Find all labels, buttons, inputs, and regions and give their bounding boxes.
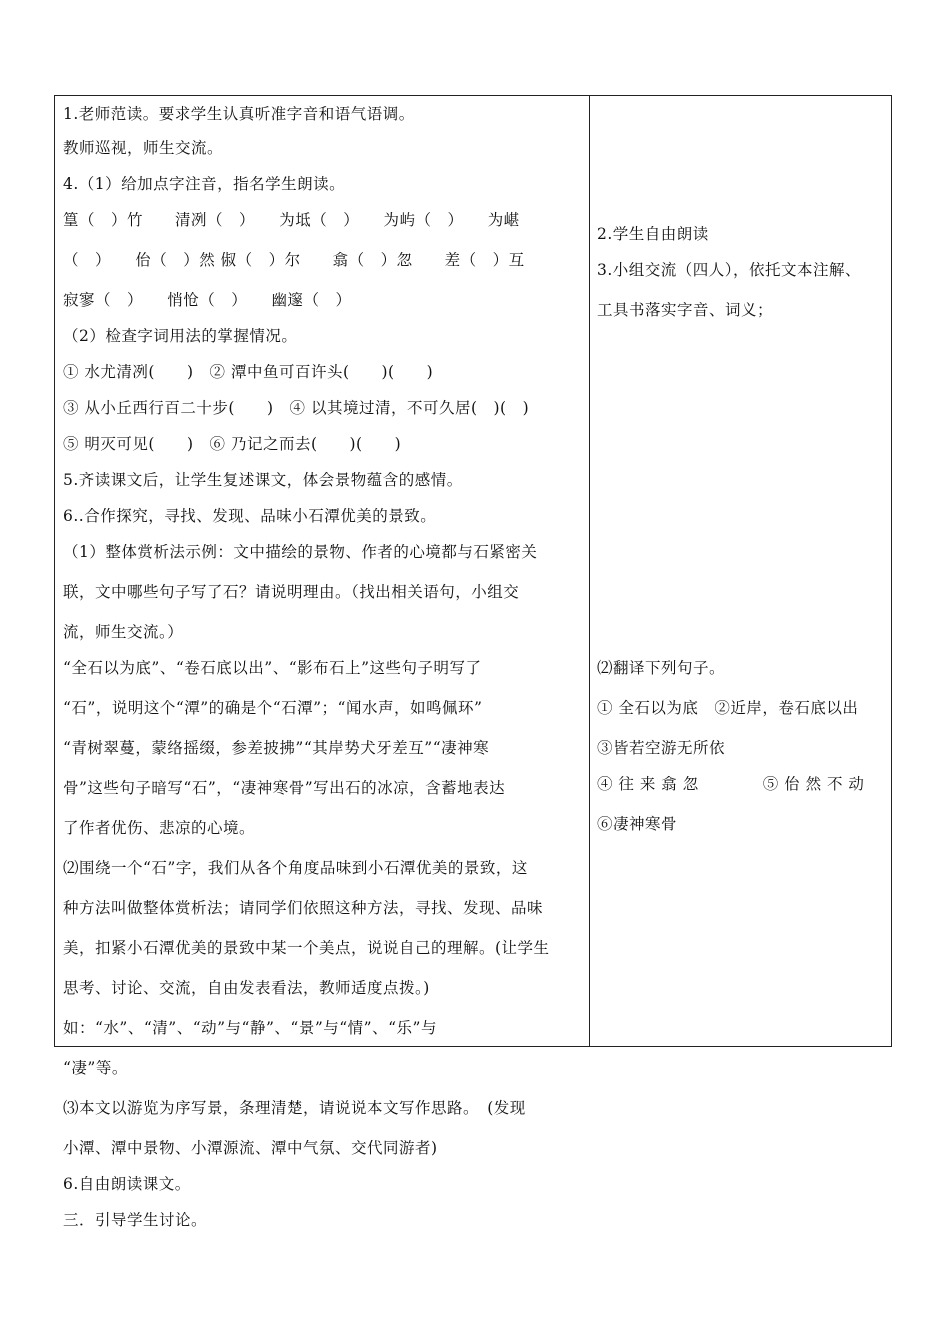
text-line: 6.自由朗读课文。 — [63, 1175, 191, 1193]
text-line: ⑵翻译下列句子。 — [597, 659, 726, 677]
text-line: ⑤ 明灭可见( ) ⑥ 乃记之而去( )( ) — [63, 435, 402, 453]
text-line: 5.齐读课文后，让学生复述课文，体会景物蕴含的感情。 — [63, 471, 463, 489]
text-line: ① 全石以为底 ②近岸，卷石底以出 — [597, 699, 859, 717]
text-line: ③ 从小丘西行百二十步( ) ④ 以其境过清，不可久居( )( ) — [63, 399, 530, 417]
text-line: ⑶本文以游览为序写景，条理清楚，请说说本文写作思路。 (发现 — [63, 1099, 526, 1117]
text-line: 种方法叫做整体赏析法；请同学们依照这种方法，寻找、发现、品味 — [63, 899, 544, 917]
text-line: 联，文中哪些句子写了石？请说明理由。（找出相关语句，小组交 — [63, 583, 520, 601]
text-line: “全石以为底”、“卷石底以出”、“影布石上”这些句子明写了 — [63, 659, 482, 677]
text-line: 骨”这些句子暗写“石”，“凄神寒骨”写出石的冰凉，含蓄地表达 — [63, 779, 506, 797]
text-line: 6..合作探究，寻找、发现、品味小石潭优美的景致。 — [63, 507, 437, 525]
text-line: 美，扣紧小石潭优美的景致中某一个美点，说说自己的理解。(让学生 — [63, 939, 550, 957]
text-line: ③皆若空游无所依 — [597, 739, 726, 757]
column-divider — [589, 96, 590, 1046]
lesson-plan-table — [54, 95, 892, 1229]
text-line: 篁（ ）竹 清冽（ ） 为坻（ ） 为屿（ ） 为嵁 — [63, 211, 520, 229]
text-line: 小潭、潭中景物、小潭源流、潭中气氛、交代同游者) — [63, 1139, 438, 1157]
text-line: （2）检查字词用法的掌握情况。 — [63, 327, 298, 345]
text-line: “凄”等。 — [63, 1059, 128, 1077]
text-line: 如：“水”、“清”、“动”与“静”、“景”与“情”、“乐”与 — [63, 1019, 437, 1037]
text-line: 寂寥（ ） 悄怆（ ） 幽邃（ ） — [63, 291, 352, 309]
text-line: 思考、讨论、交流，自由发表看法，教师适度点拨。) — [63, 979, 430, 997]
text-line: （ ） 佁（ ）然 俶（ ）尔 翕（ ）忽 差（ ）互 — [63, 251, 525, 269]
text-line: ⑥凄神寒骨 — [597, 815, 678, 833]
text-line: “青树翠蔓，蒙络摇缀，参差披拂”“其岸势犬牙差互”“凄神寒 — [63, 739, 490, 757]
text-line: “石”，说明这个“潭”的确是个“石潭”；“闻水声，如鸣佩环” — [63, 699, 483, 717]
text-line: （1）整体赏析法示例：文中描绘的景物、作者的心境都与石紧密关 — [63, 543, 538, 561]
text-line: 4.（1）给加点字注音，指名学生朗读。 — [63, 175, 346, 193]
text-line: 了作者优伤、悲凉的心境。 — [63, 819, 256, 837]
text-line: 1.老师范读。要求学生认真听准字音和语气语调。 — [63, 105, 415, 123]
text-line: 三．引导学生讨论。 — [63, 1211, 208, 1229]
text-line: 工具书落实字音、词义； — [597, 301, 774, 319]
text-line: 3.小组交流（四人），依托文本注解、 — [597, 261, 862, 279]
text-line: ① 水尤清冽( ) ② 潭中鱼可百许头( )( ) — [63, 363, 434, 381]
text-line: ⑵围绕一个“石”字，我们从各个角度品味到小石潭优美的景致，这 — [63, 859, 528, 877]
text-line: 2.学生自由朗读 — [597, 225, 709, 243]
text-line: ④ 往 来 翕 忽 ⑤ 佁 然 不 动 — [597, 775, 865, 793]
text-line: 教师巡视，师生交流。 — [63, 139, 224, 157]
text-line: 流，师生交流。） — [63, 623, 184, 641]
